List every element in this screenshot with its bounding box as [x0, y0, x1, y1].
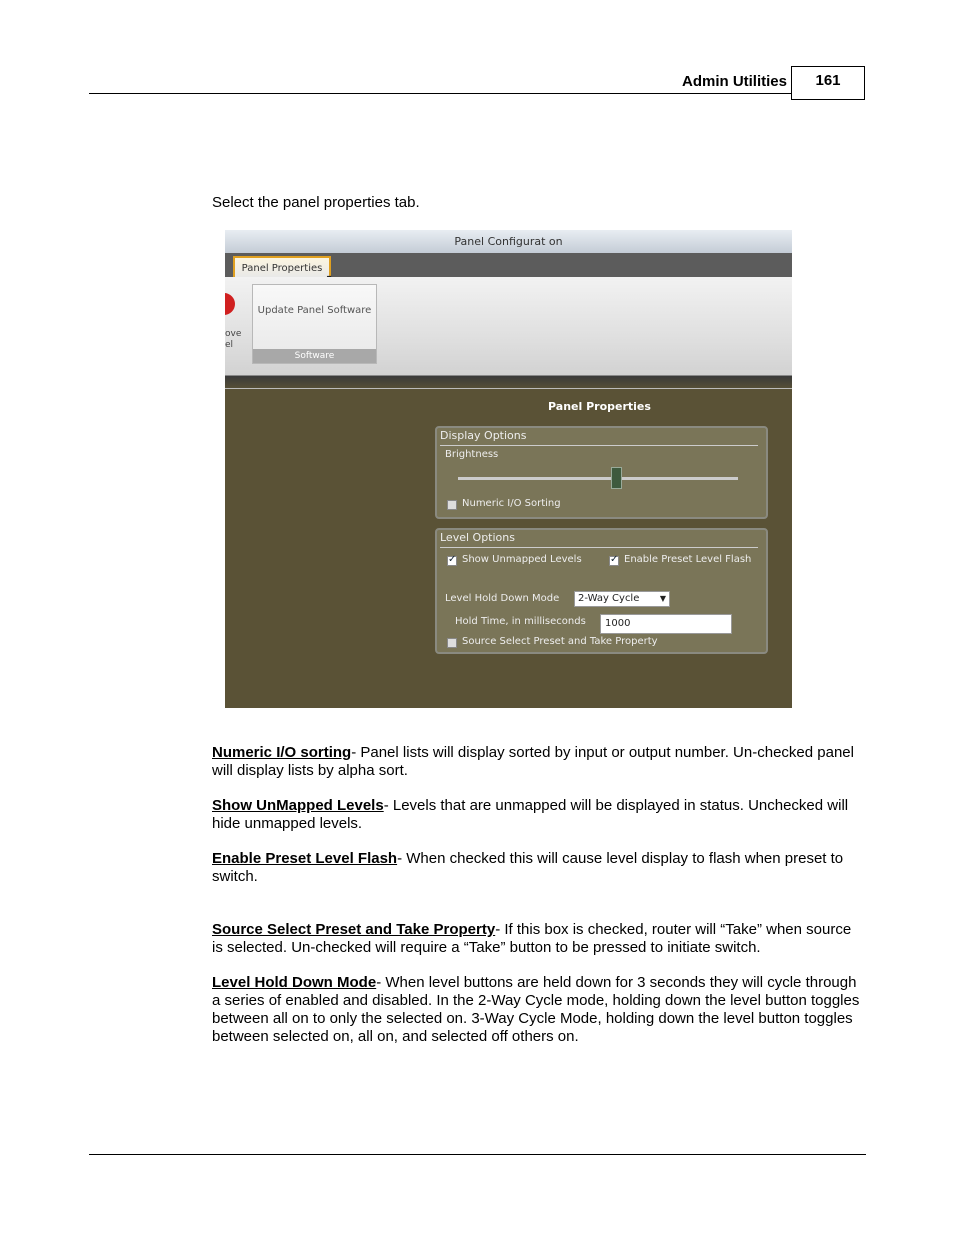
section-title: Admin Utilities: [681, 73, 787, 90]
panel-properties-heading: Panel Properties: [548, 400, 651, 413]
definition-term: Show UnMapped Levels: [212, 797, 384, 814]
remove-panel-label: ove el: [225, 329, 242, 350]
definition-term: Enable Preset Level Flash: [212, 850, 398, 867]
definition-term: Source Select Preset and Take Property: [212, 921, 496, 938]
remove-panel-button[interactable]: [225, 285, 247, 355]
intro-text: Select the panel properties tab.: [212, 194, 420, 211]
tab-bar: [225, 253, 792, 277]
group-divider: [440, 445, 758, 446]
brightness-label: Brightness: [445, 449, 499, 460]
software-group: [252, 284, 377, 364]
dropdown-arrow-icon: ▼: [659, 594, 666, 603]
window-title: Panel Configurat on: [225, 230, 792, 253]
brightness-slider-thumb[interactable]: [611, 467, 622, 489]
definition-term: Level Hold Down Mode: [212, 974, 377, 991]
group-divider: [440, 547, 758, 548]
enable-flash-label: Enable Preset Level Flash: [624, 554, 752, 565]
definition-enable-flash: [212, 850, 862, 886]
show-unmapped-label: Show Unmapped Levels: [462, 554, 582, 565]
definition-text: - Panel lists will display sorted by input or output number. Un-checked panel will display lists by alpha sort.: [212, 744, 854, 779]
level-options-title: Level Options: [440, 531, 515, 544]
definition-source-select: [212, 921, 862, 957]
ribbon: [225, 277, 792, 375]
numeric-sorting-label: Numeric I/O Sorting: [462, 498, 561, 509]
definition-text: - Levels that are unmapped will be displayed in status. Unchecked will hide unmapped levels.: [212, 797, 849, 832]
level-options-group: [435, 528, 768, 654]
remove-icon: [225, 293, 235, 315]
definition-text: - When level buttons are held down for 3 seconds they will cycle through a series of enabled and disabled. In the 2-Way Cycle mode, holding down the level button toggles between all on to only the selected on. 3-Way Cycle Mode, holding down the level button toggles between selected on, all on, and selected off others on.: [212, 974, 860, 1045]
footer-rule: [89, 1154, 866, 1155]
numeric-sorting-checkbox[interactable]: [447, 500, 457, 510]
brightness-slider-track[interactable]: [458, 477, 738, 480]
ribbon-separator-line: [225, 388, 792, 389]
source-select-checkbox[interactable]: [447, 638, 457, 648]
hold-down-label: Level Hold Down Mode: [445, 593, 560, 604]
definition-term: Numeric I/O sorting: [212, 744, 352, 761]
hold-down-mode-value: 2-Way Cycle: [578, 593, 640, 604]
definition-text: - If this box is checked, router will “Take” when source is selected. Un-checked will require a “Take” button to be pressed to initiate switch.: [212, 921, 852, 956]
header-rule: [89, 93, 791, 94]
update-panel-software-button[interactable]: Update Panel Software: [257, 305, 372, 316]
definition-text: - When checked this will cause level display to flash when preset to switch.: [212, 850, 844, 885]
page-number: 161: [791, 66, 865, 100]
panel-configuration-screenshot: [225, 230, 792, 708]
definition-numeric-sorting: [212, 744, 862, 780]
definition-hold-down-mode: [212, 974, 862, 1046]
tab-panel-properties[interactable]: Panel Properties: [233, 256, 331, 278]
hold-time-label: Hold Time, in milliseconds: [455, 616, 586, 627]
show-unmapped-checkbox[interactable]: [447, 556, 457, 566]
display-options-title: Display Options: [440, 429, 527, 442]
hold-time-input[interactable]: 1000: [600, 614, 732, 634]
software-group-label: Software: [253, 349, 376, 363]
display-options-group: [435, 426, 768, 519]
definition-show-unmapped: [212, 797, 862, 833]
source-select-label: Source Select Preset and Take Property: [462, 636, 658, 647]
hold-down-mode-select[interactable]: [574, 591, 670, 607]
enable-flash-checkbox[interactable]: [609, 556, 619, 566]
